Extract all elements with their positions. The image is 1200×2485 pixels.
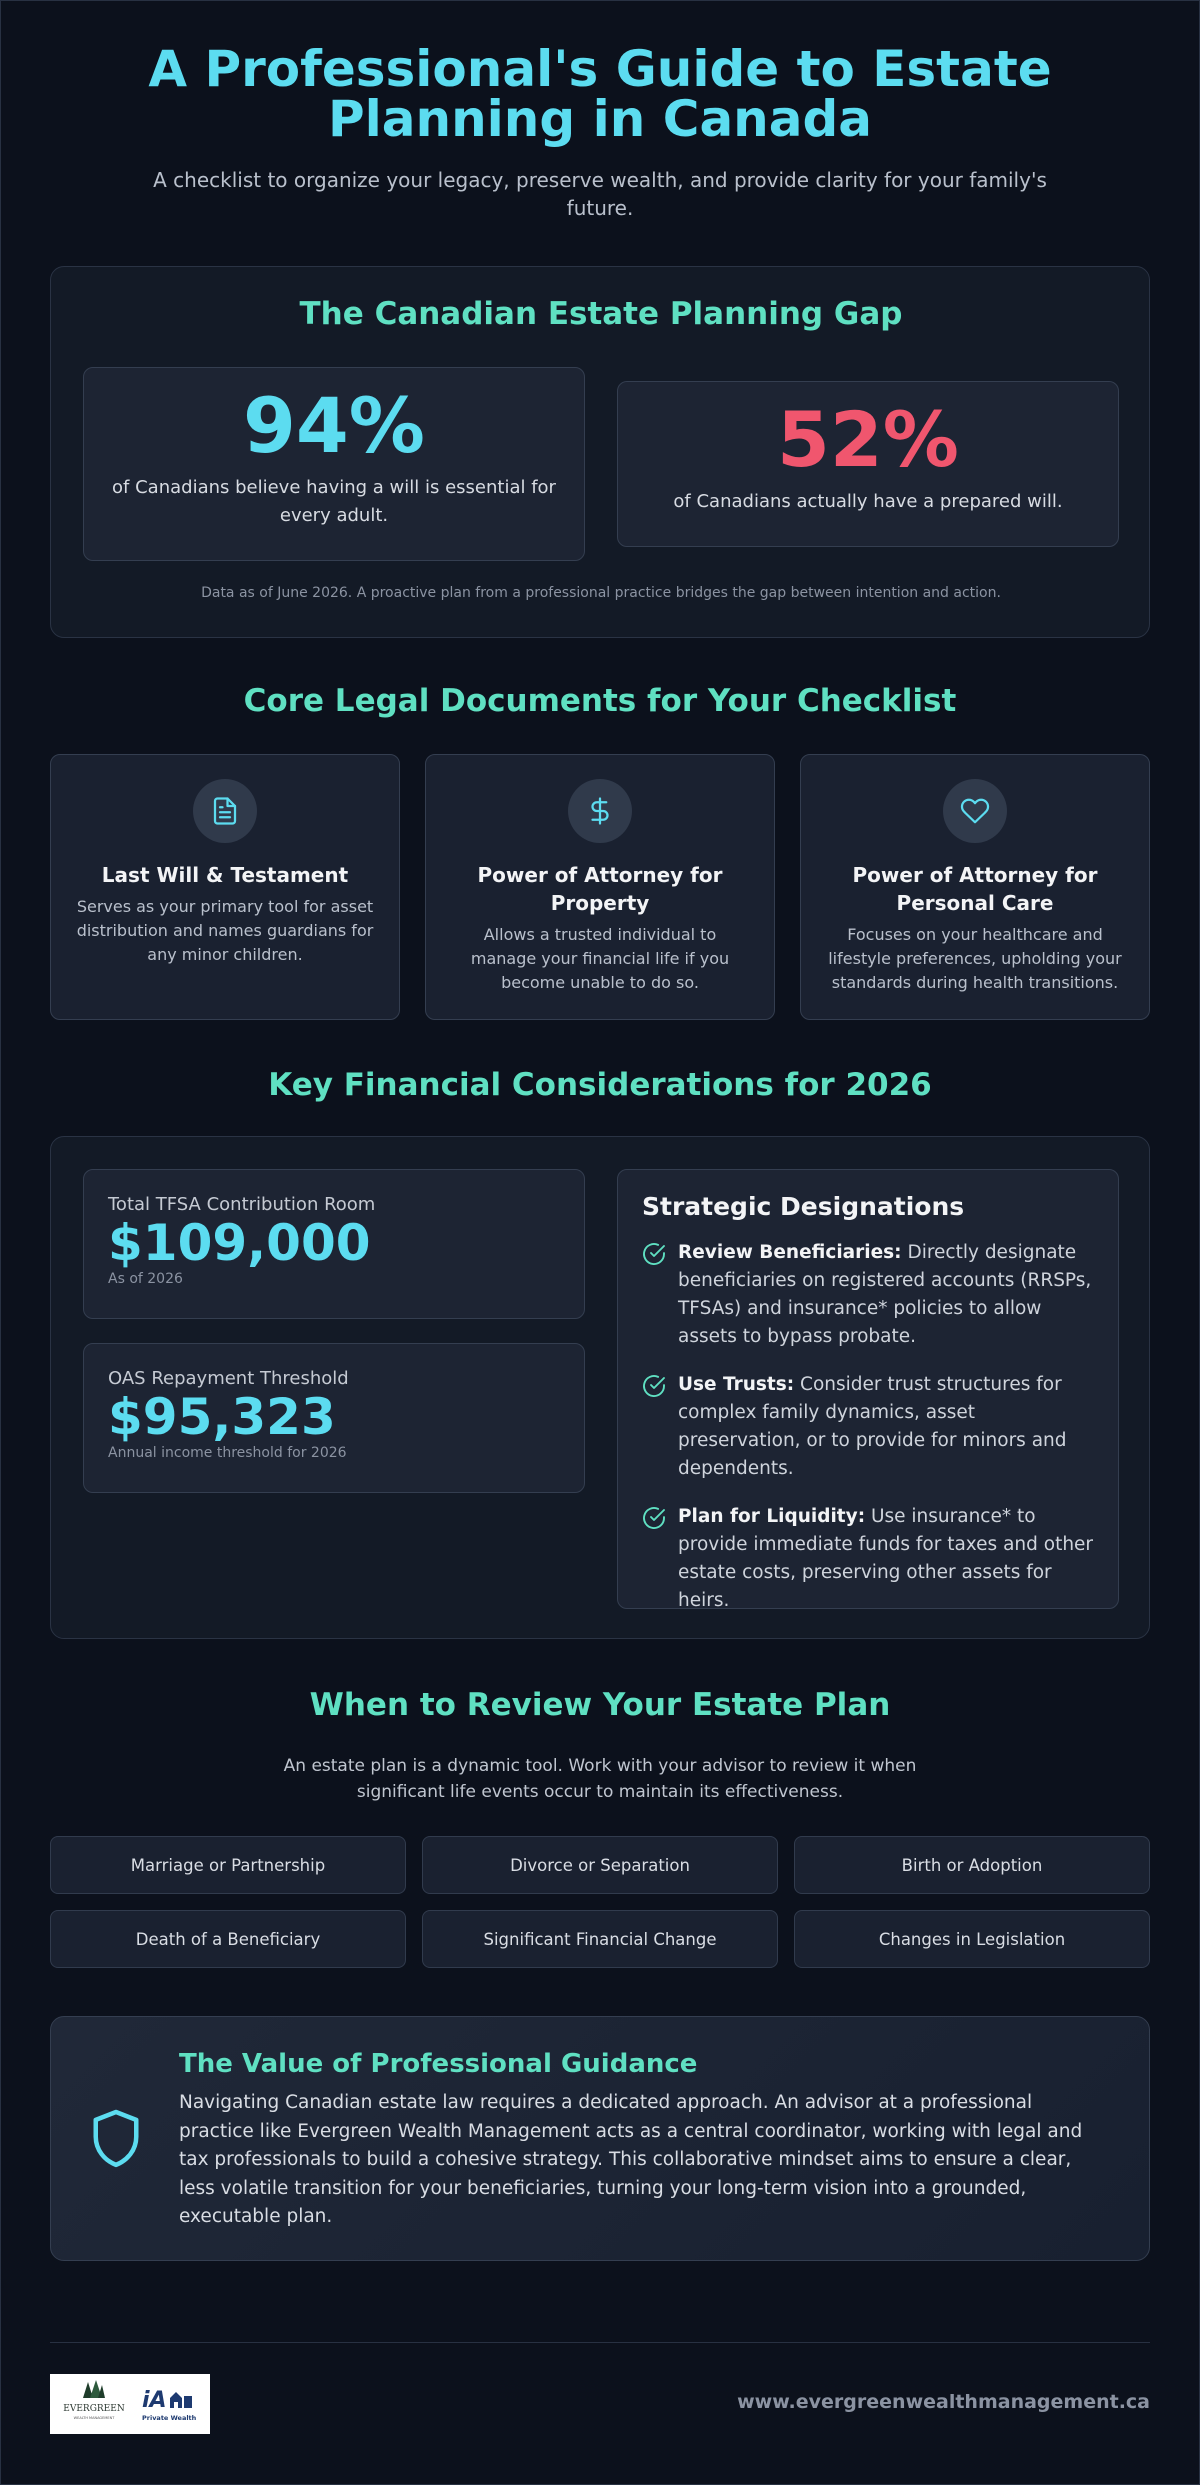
review-event-birth: Birth or Adoption — [794, 1836, 1150, 1894]
oas-sub: Annual income threshold for 2026 — [108, 1445, 347, 1461]
designation-heading: Use Trusts: — [678, 1374, 795, 1395]
document-icon — [193, 779, 257, 843]
review-event-financial-change: Significant Financial Change — [422, 1910, 778, 1968]
document-description: Allows a trusted individual to manage your financial life if you become unable to do so. — [470, 925, 730, 992]
check-circle-icon — [642, 1506, 668, 1534]
stat-description: of Canadians actually have a prepared will. — [673, 491, 1063, 512]
tfsa-value: $109,000 — [108, 1214, 371, 1272]
designations-title: Strategic Designations — [642, 1192, 965, 1221]
oas-card — [83, 1343, 585, 1493]
document-title: Power of Attorney for Personal Care — [852, 863, 1098, 915]
document-title: Power of Attorney for Property — [477, 863, 723, 915]
designation-heading: Plan for Liquidity: — [678, 1506, 866, 1527]
company-logo — [50, 2374, 210, 2434]
tfsa-card — [83, 1169, 585, 1319]
financial-section-title: Key Financial Considerations for 2026 — [268, 1067, 932, 1103]
review-event-legislation: Changes in Legislation — [794, 1910, 1150, 1968]
page-title: A Professional's Guide to Estate Planning in Canada — [148, 40, 1052, 148]
dollar-icon — [568, 779, 632, 843]
gap-title: The Canadian Estate Planning Gap — [299, 296, 903, 332]
gap-note: Data as of June 2026. A proactive plan from a professional practice bridges the gap between intention and action. — [201, 585, 1001, 601]
review-intro-text: An estate plan is a dynamic tool. Work with your advisor to review it when significant life events occur to maintain its effectiveness. — [283, 1756, 917, 1802]
guidance-title: The Value of Professional Guidance — [179, 2049, 698, 2079]
hero — [0, 40, 1200, 222]
review-section-title: When to Review Your Estate Plan — [309, 1687, 891, 1723]
list-item — [642, 1503, 1094, 1615]
check-circle-icon — [642, 1242, 668, 1270]
check-circle-icon — [642, 1374, 668, 1402]
website-link[interactable]: www.evergreenwealthmanagement.ca — [737, 2391, 1150, 2413]
footer-divider — [50, 2342, 1150, 2343]
professional-guidance-card — [50, 2016, 1150, 2261]
evergreen-logo: EVERGREEN WEALTH MANAGEMENT — [50, 2374, 138, 2434]
tfsa-sub: As of 2026 — [108, 1271, 183, 1287]
stat-card-believe — [83, 367, 585, 561]
review-event-death: Death of a Beneficiary — [50, 1910, 406, 1968]
designation-heading: Review Beneficiaries: — [678, 1242, 902, 1263]
review-event-divorce: Divorce or Separation — [422, 1836, 778, 1894]
financial-panel — [50, 1136, 1150, 1639]
review-intro — [0, 1753, 1200, 1805]
designation-text: Directly designate beneficiaries on registered accounts (RRSPs, TFSAs) and insurance* policies to allow assets to bypass probate. — [678, 1242, 1092, 1347]
document-title: Last Will & Testament — [101, 863, 349, 887]
list-item — [642, 1239, 1094, 1351]
guidance-text: Navigating Canadian estate law requires a dedicated approach. An advisor at a professional practice like Evergreen Wealth Management acts as a central coordinator, working with legal and tax professionals to build a cohesive strategy. This collaborative mindset aims to ensure a clear, less volatile transition for your beneficiaries, turning your long-term vision into a grounded, executable plan. — [179, 2092, 1083, 2227]
page-subtitle: A checklist to organize your legacy, preserve wealth, and provide clarity for your family's future. — [153, 168, 1047, 220]
heart-icon — [943, 779, 1007, 843]
stat-description: of Canadians believe having a will is essential for every adult. — [112, 477, 556, 526]
gap-panel — [50, 266, 1150, 638]
designations-list — [642, 1239, 1094, 1615]
oas-label: OAS Repayment Threshold — [108, 1368, 349, 1389]
document-card-will — [50, 754, 400, 1020]
document-description: Serves as your primary tool for asset distribution and names guardians for any minor children. — [76, 897, 374, 964]
document-card-poa-care — [800, 754, 1150, 1020]
list-item — [642, 1371, 1094, 1483]
oas-value: $95,323 — [108, 1388, 336, 1446]
review-event-marriage: Marriage or Partnership — [50, 1836, 406, 1894]
document-card-poa-property — [425, 754, 775, 1020]
stat-value: 94% — [243, 381, 425, 470]
tfsa-label: Total TFSA Contribution Room — [108, 1194, 376, 1215]
designation-text: Use insurance* to provide immediate funds for taxes and other estate costs, preserving other assets for heirs. — [678, 1506, 1094, 1611]
ia-private-wealth-logo: iA Private Wealth — [142, 2388, 197, 2422]
shield-icon — [89, 2107, 143, 2175]
stat-value: 52% — [777, 395, 959, 484]
designation-text: Consider trust structures for complex family dynamics, asset preservation, or to provide for minors and dependents. — [678, 1374, 1067, 1479]
stat-card-have — [617, 381, 1119, 547]
designations-card — [617, 1169, 1119, 1609]
documents-section-title: Core Legal Documents for Your Checklist — [243, 683, 957, 719]
document-description: Focuses on your healthcare and lifestyle preferences, upholding your standards during health transitions. — [828, 925, 1122, 992]
